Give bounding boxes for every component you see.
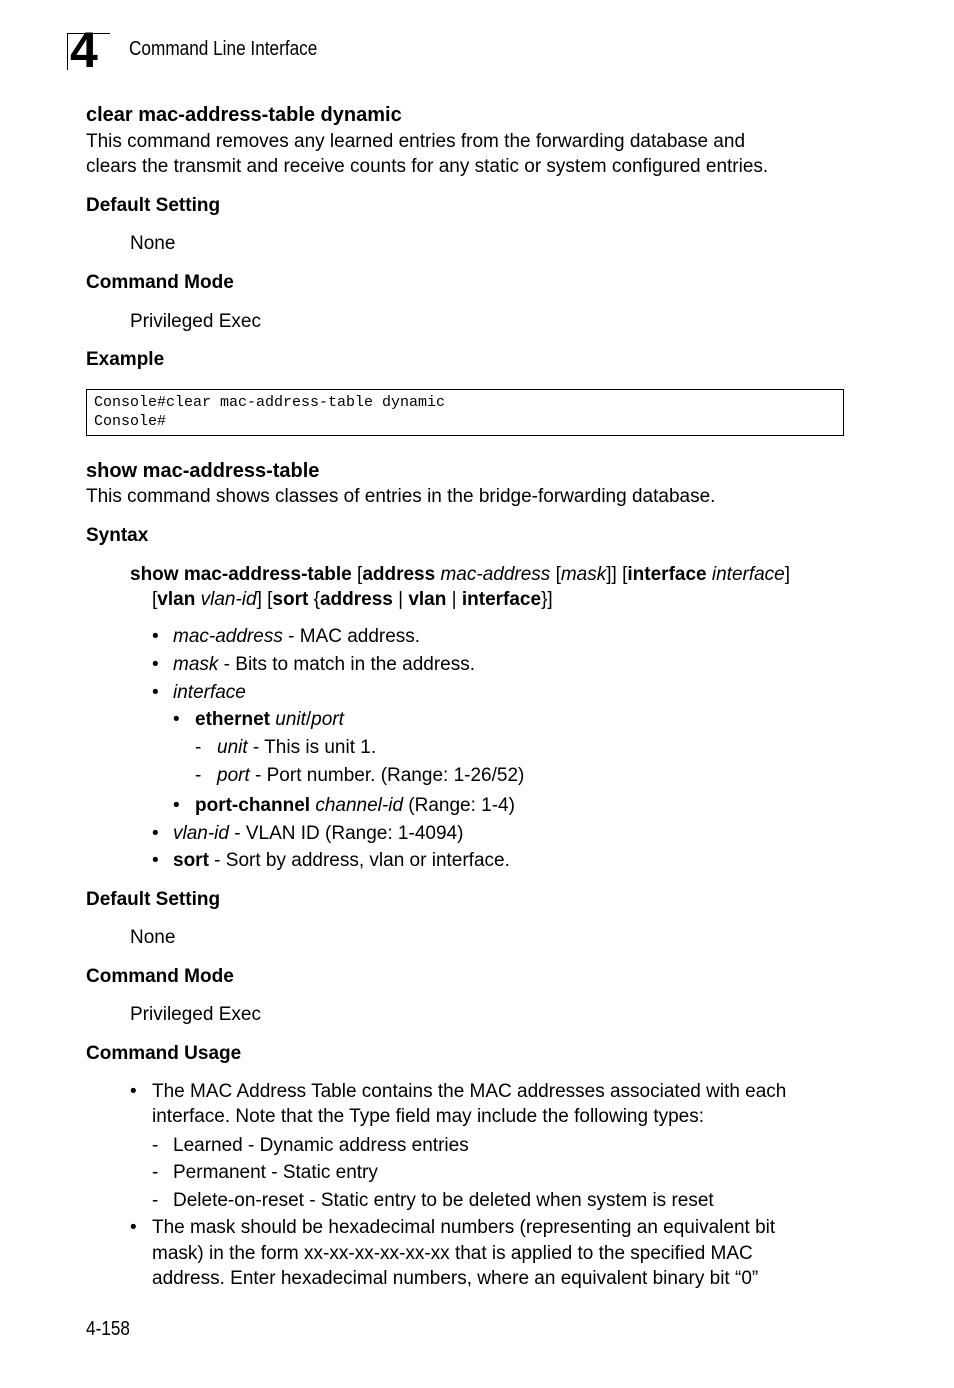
usage-item: mask) in the form xx-xx-xx-xx-xx-xx that is applied to the specified MAC bbox=[152, 1243, 753, 1264]
usage-item: interface. Note that the Type field may include the following types: bbox=[152, 1106, 705, 1127]
subheading-example: Example bbox=[86, 349, 165, 370]
syntax-keyword: address bbox=[319, 589, 393, 610]
dash-marker: - bbox=[152, 1190, 159, 1211]
usage-item: The MAC Address Table contains the MAC addresses associated with each bbox=[152, 1081, 787, 1102]
page-number: 4-158 bbox=[86, 1318, 130, 1340]
section-title-clear: clear mac-address-table dynamic bbox=[86, 104, 402, 126]
code-line: Console#clear mac-address-table dynamic bbox=[94, 394, 446, 411]
syntax-param: mask bbox=[560, 564, 607, 585]
section-description: This command removes any learned entries from the forwarding database and bbox=[86, 131, 746, 152]
param-subitem: ethernet unit/port bbox=[195, 709, 344, 730]
dash-marker: - bbox=[195, 765, 202, 786]
syntax-line: show mac-address-table [address mac-address [mask]] [interface interface] bbox=[130, 564, 791, 585]
syntax-param: vlan-id bbox=[200, 589, 257, 610]
section-description: This command shows classes of entries in the bridge-forwarding database. bbox=[86, 486, 716, 507]
subheading-default-setting: Default Setting bbox=[86, 195, 221, 216]
param-subsubitem: unit - This is unit 1. bbox=[217, 737, 377, 758]
default-setting-value: None bbox=[130, 927, 176, 948]
bullet-marker: • bbox=[173, 795, 180, 816]
dash-marker: - bbox=[195, 737, 202, 758]
syntax-line: [vlan vlan-id] [sort {address | vlan | interface}] bbox=[152, 589, 553, 610]
subheading-command-usage: Command Usage bbox=[86, 1043, 242, 1064]
subheading-default-setting: Default Setting bbox=[86, 889, 221, 910]
bullet-marker: • bbox=[173, 709, 180, 730]
bullet-marker: • bbox=[152, 682, 159, 703]
usage-subitem: Delete-on-reset - Static entry to be deleted when system is reset bbox=[173, 1190, 714, 1211]
bullet-marker: • bbox=[130, 1081, 137, 1102]
bullet-marker: • bbox=[130, 1217, 137, 1238]
subheading-command-mode: Command Mode bbox=[86, 966, 234, 987]
usage-item: The mask should be hexadecimal numbers (representing an equivalent bit bbox=[152, 1217, 776, 1238]
usage-subitem: Permanent - Static entry bbox=[173, 1162, 378, 1183]
code-line: Console# bbox=[94, 413, 167, 430]
bullet-marker: • bbox=[152, 626, 159, 647]
running-header-title: Command Line Interface bbox=[129, 38, 318, 60]
usage-subitem: Learned - Dynamic address entries bbox=[173, 1135, 469, 1156]
command-mode-value: Privileged Exec bbox=[130, 1004, 261, 1025]
bullet-marker: • bbox=[152, 823, 159, 844]
syntax-keyword: sort bbox=[272, 589, 309, 610]
bullet-marker: • bbox=[152, 654, 159, 675]
usage-item: address. Enter hexadecimal numbers, where an equivalent binary bit “0” bbox=[152, 1268, 759, 1289]
bullet-marker: • bbox=[152, 850, 159, 871]
syntax-keyword: vlan bbox=[157, 589, 196, 610]
subheading-command-mode: Command Mode bbox=[86, 272, 234, 293]
dash-marker: - bbox=[152, 1162, 159, 1183]
param-item: sort - Sort by address, vlan or interface. bbox=[173, 850, 510, 871]
subheading-syntax: Syntax bbox=[86, 525, 149, 546]
syntax-command: show mac-address-table bbox=[130, 564, 352, 585]
param-item: vlan-id - VLAN ID (Range: 1-4094) bbox=[173, 823, 464, 844]
section-title-show: show mac-address-table bbox=[86, 460, 320, 482]
syntax-keyword: interface bbox=[627, 564, 707, 585]
param-subitem: port-channel channel-id (Range: 1-4) bbox=[195, 795, 515, 816]
chapter-number: 4 bbox=[70, 22, 96, 78]
syntax-keyword: address bbox=[362, 564, 436, 585]
param-item: interface bbox=[173, 682, 246, 703]
param-subsubitem: port - Port number. (Range: 1-26/52) bbox=[217, 765, 525, 786]
example-code-box bbox=[86, 389, 844, 436]
syntax-param: interface bbox=[711, 564, 785, 585]
section-description: clears the transmit and receive counts for any static or system configured entries. bbox=[86, 156, 769, 177]
syntax-keyword: interface bbox=[461, 589, 542, 610]
param-item: mac-address - MAC address. bbox=[173, 626, 421, 647]
syntax-param: mac-address bbox=[440, 564, 551, 585]
dash-marker: - bbox=[152, 1135, 159, 1156]
command-mode-value: Privileged Exec bbox=[130, 311, 261, 332]
syntax-keyword: vlan bbox=[408, 589, 447, 610]
param-item: mask - Bits to match in the address. bbox=[173, 654, 476, 675]
default-setting-value: None bbox=[130, 233, 176, 254]
